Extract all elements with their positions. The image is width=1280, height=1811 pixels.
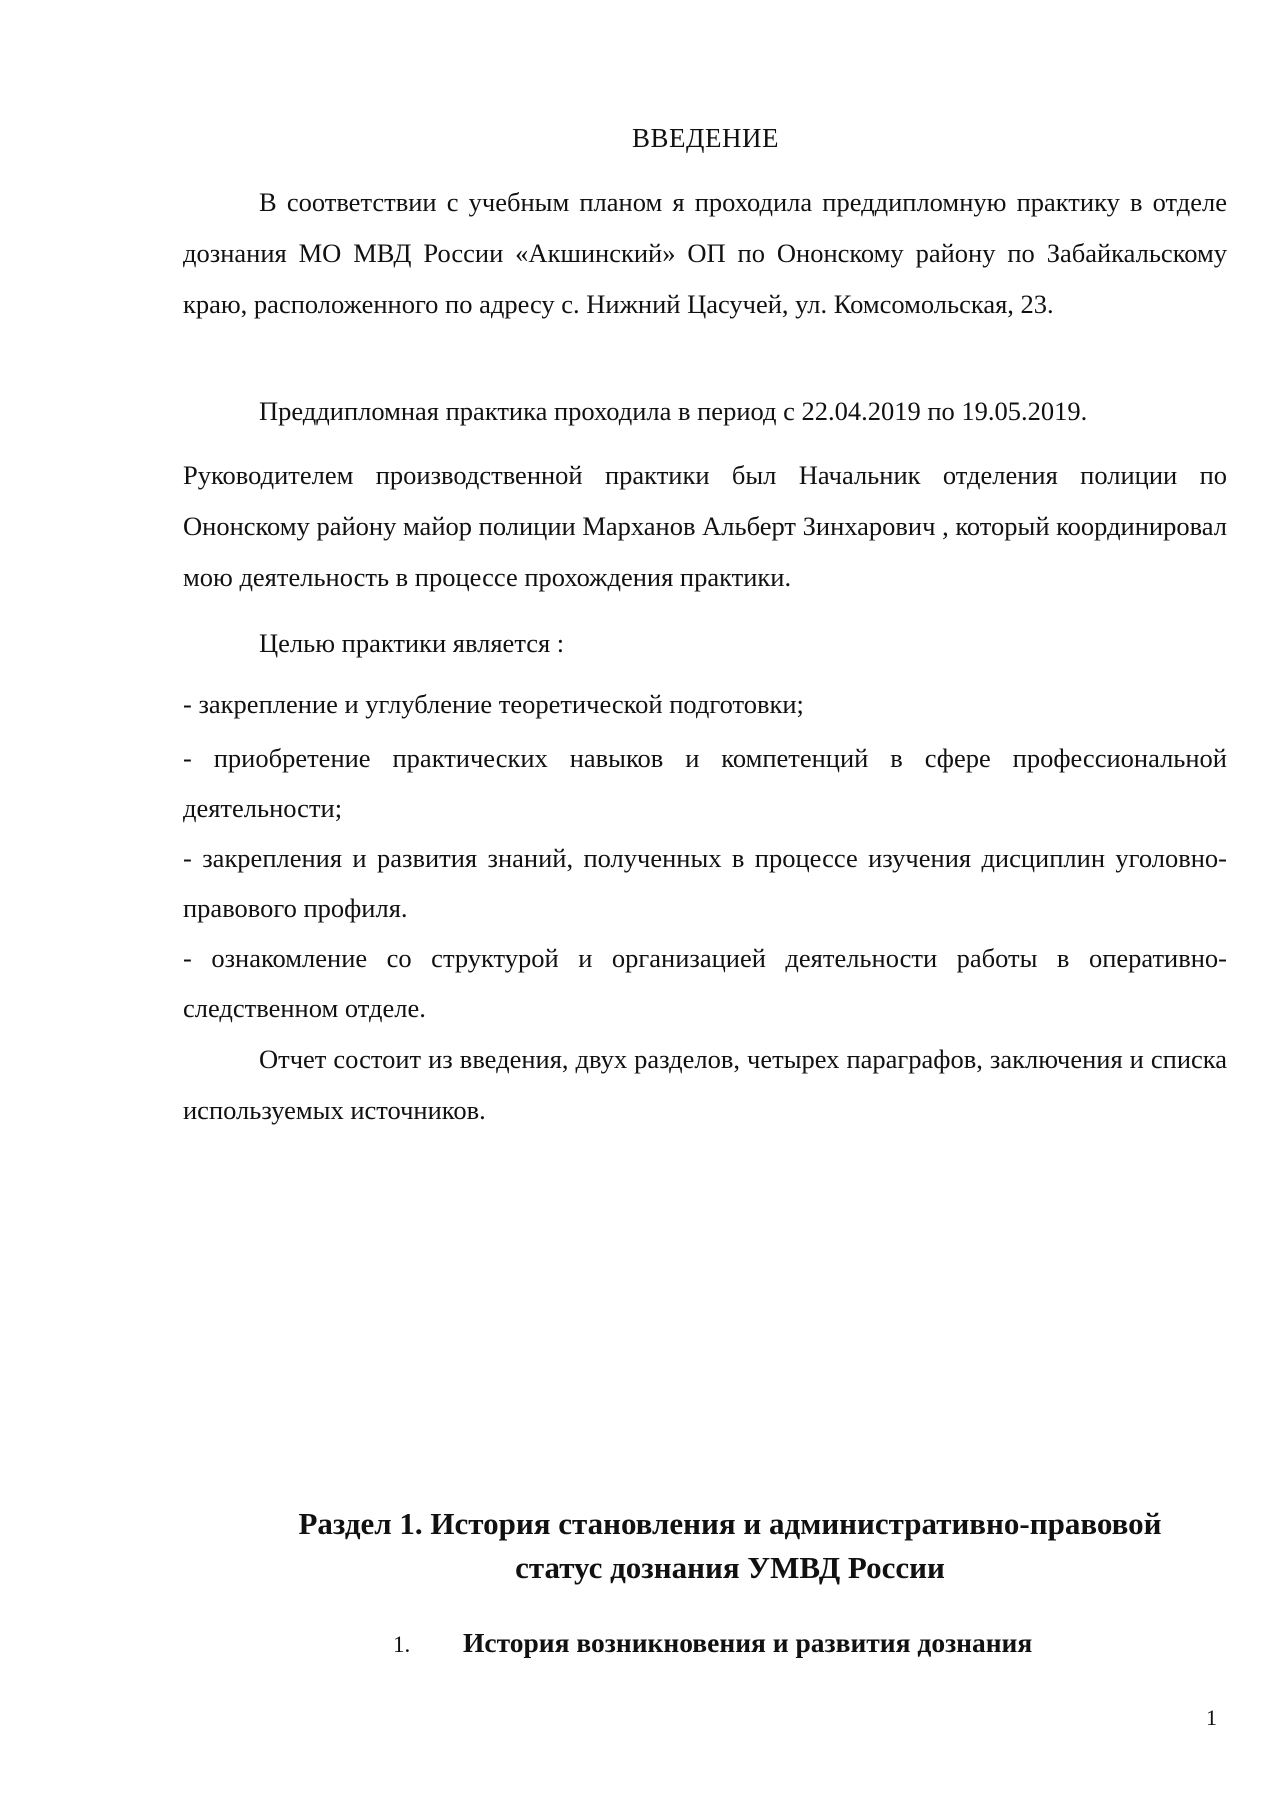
subsection-title: История возникновения и развития дознания bbox=[463, 1627, 1033, 1658]
section-title-line-2: статус дознания УМВД России bbox=[515, 1550, 945, 1585]
paragraph-goal-intro: Целью практики является : bbox=[259, 628, 565, 658]
page-number: 1 bbox=[1206, 1705, 1217, 1730]
goal-item-1: - закрепление и углубление теоретической подготовки; bbox=[183, 689, 804, 719]
section-title-line-1: Раздел 1. История становления и административно-правовой bbox=[298, 1506, 1162, 1541]
intro-heading: ВВЕДЕНИЕ bbox=[632, 123, 779, 153]
goal-item-4: - ознакомление со структурой и организацией деятельности работы в оперативно-следственном отделе. bbox=[183, 943, 1227, 1023]
goal-item-3: - закрепления и развития знаний, полученных в процессе изучения дисциплин уголовно-правового профиля. bbox=[183, 843, 1227, 923]
paragraph-internship-period: Преддипломная практика проходила в период с 22.04.2019 по 19.05.2019. bbox=[259, 396, 1088, 426]
paragraph-supervisor: Руководителем производственной практики был Начальник отделения полиции по Ононскому району майор полиции Марханов Альберт Зинхарович , который координировал мою деятельность в процессе прохождения практики. bbox=[183, 460, 1227, 592]
subsection-number: 1. bbox=[393, 1632, 411, 1657]
goal-item-2: - приобретение практических навыков и компетенций в сфере профессиональной деятельности; bbox=[183, 743, 1227, 823]
paragraph-internship-place: В соответствии с учебным планом я проходила преддипломную практику в отделе дознания МО МВД России «Акшинский» ОП по Ононскому району по Забайкальскому краю, расположенного по адресу с. Нижний Цасучей, ул. Комсомольская, 23. bbox=[183, 187, 1227, 319]
paragraph-report-structure: Отчет состоит из введения, двух разделов, четырех параграфов, заключения и списка используемых источников. bbox=[183, 1044, 1227, 1125]
subsection-heading bbox=[393, 1623, 1032, 1665]
